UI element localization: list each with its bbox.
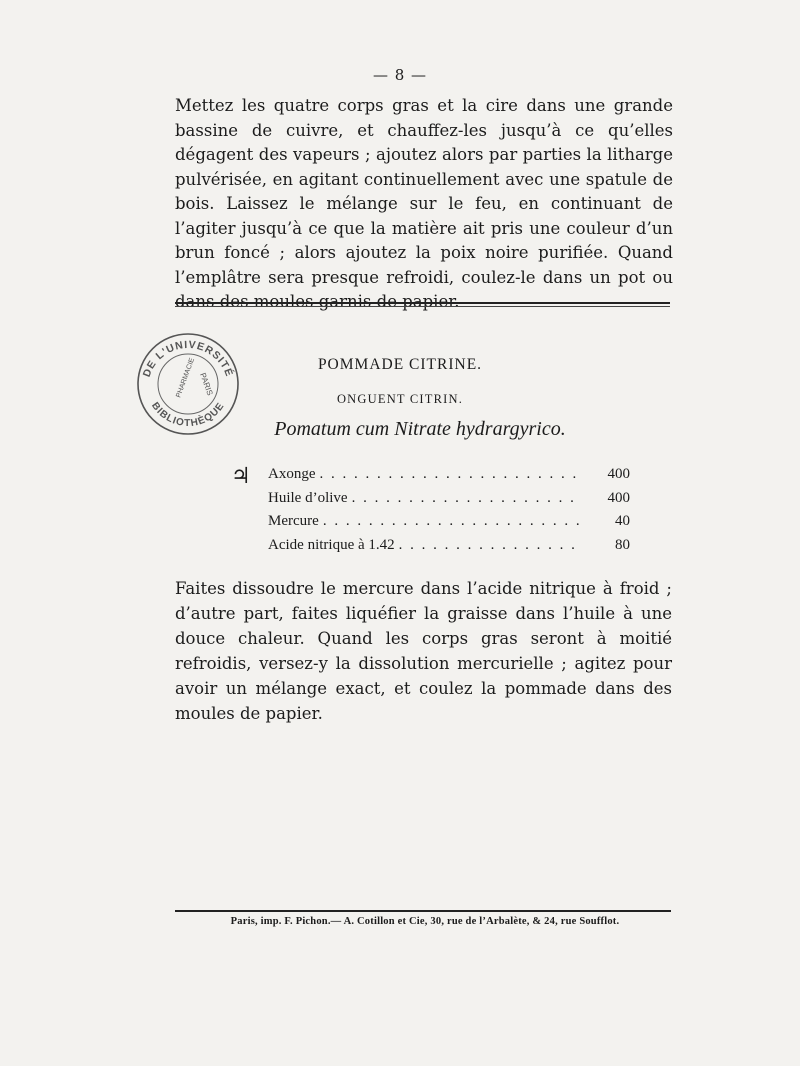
ingredient-quantity: 400 (607, 489, 630, 506)
recipe-subtitle: ONGUENT CITRIN. (336, 392, 464, 406)
dot-leader (323, 513, 582, 530)
ingredient-name: Acide nitrique à 1.42 (268, 536, 395, 553)
recipe-latin-name: Pomatum cum Nitrate hydrargyrico. (274, 418, 566, 440)
recipe-title: POMMADE CITRINE. (317, 356, 483, 373)
dot-leader (320, 466, 583, 483)
stamp-upper-text: DE L'UNIVERSITÉ (140, 338, 236, 379)
method-paragraph: Faites dissoudre le mercure dans l’acide nitrique à froid ; d’autre part, faites liquéfier la graisse dans l’huile à une douce chaleur. Quand les corps gras seront à moitié refroidis, versez-y la dissolution mercurielle ; agitez pour avoir un mélange exact, et coulez la pommade dans des moules de papier. (175, 579, 672, 723)
ingredient-row (268, 537, 630, 561)
ingredient-row (268, 466, 630, 490)
printer-colophon: Paris, imp. F. Pichon.— A. Cotillon et Cie, 30, rue de l’Arbalète, & 24, rue Soufflot. (230, 916, 620, 927)
page-number: — 8 — (372, 66, 428, 84)
ingredient-name: Huile d’olive (268, 489, 348, 506)
ingredient-name: Axonge (268, 466, 316, 482)
dot-leader (399, 537, 582, 554)
rx-symbol-icon: ♃ (231, 464, 251, 489)
ingredient-row (268, 513, 630, 537)
stamp-lower-text: BIBLIOTHÈQUE (149, 400, 227, 430)
ingredient-name: Mercure (268, 513, 319, 529)
ingredient-quantity: 40 (615, 513, 630, 529)
ingredient-quantity: 80 (615, 536, 630, 553)
section-divider-thick (175, 302, 670, 304)
intro-paragraph: Mettez les quatre corps gras et la cire dans une grande bassine de cuivre, et chauffez-les jusqu’à ce qu’elles dégagent des vapeurs ; ajoutez alors par parties la litharge pulvérisée, en agitant continuellement avec une spatule de bois. Laissez le mélange sur le feu, en continuant de l’agiter jusqu’à ce que la matière ait pris une couleur d’un brun foncé ; alors ajoutez la poix noire purifiée. Quand l’emplâtre sera presque refroidi, coulez-le dans un pot ou (175, 96, 673, 287)
footer-divider (175, 910, 671, 912)
stamp-center-right: PARIS (198, 371, 215, 397)
section-divider-thin (175, 306, 670, 307)
ingredient-quantity: 400 (607, 466, 630, 482)
stamp-center-left: PHARMACIE (175, 357, 197, 399)
ingredient-row (268, 490, 630, 514)
dot-leader (352, 490, 582, 507)
ingredient-list (268, 466, 630, 560)
